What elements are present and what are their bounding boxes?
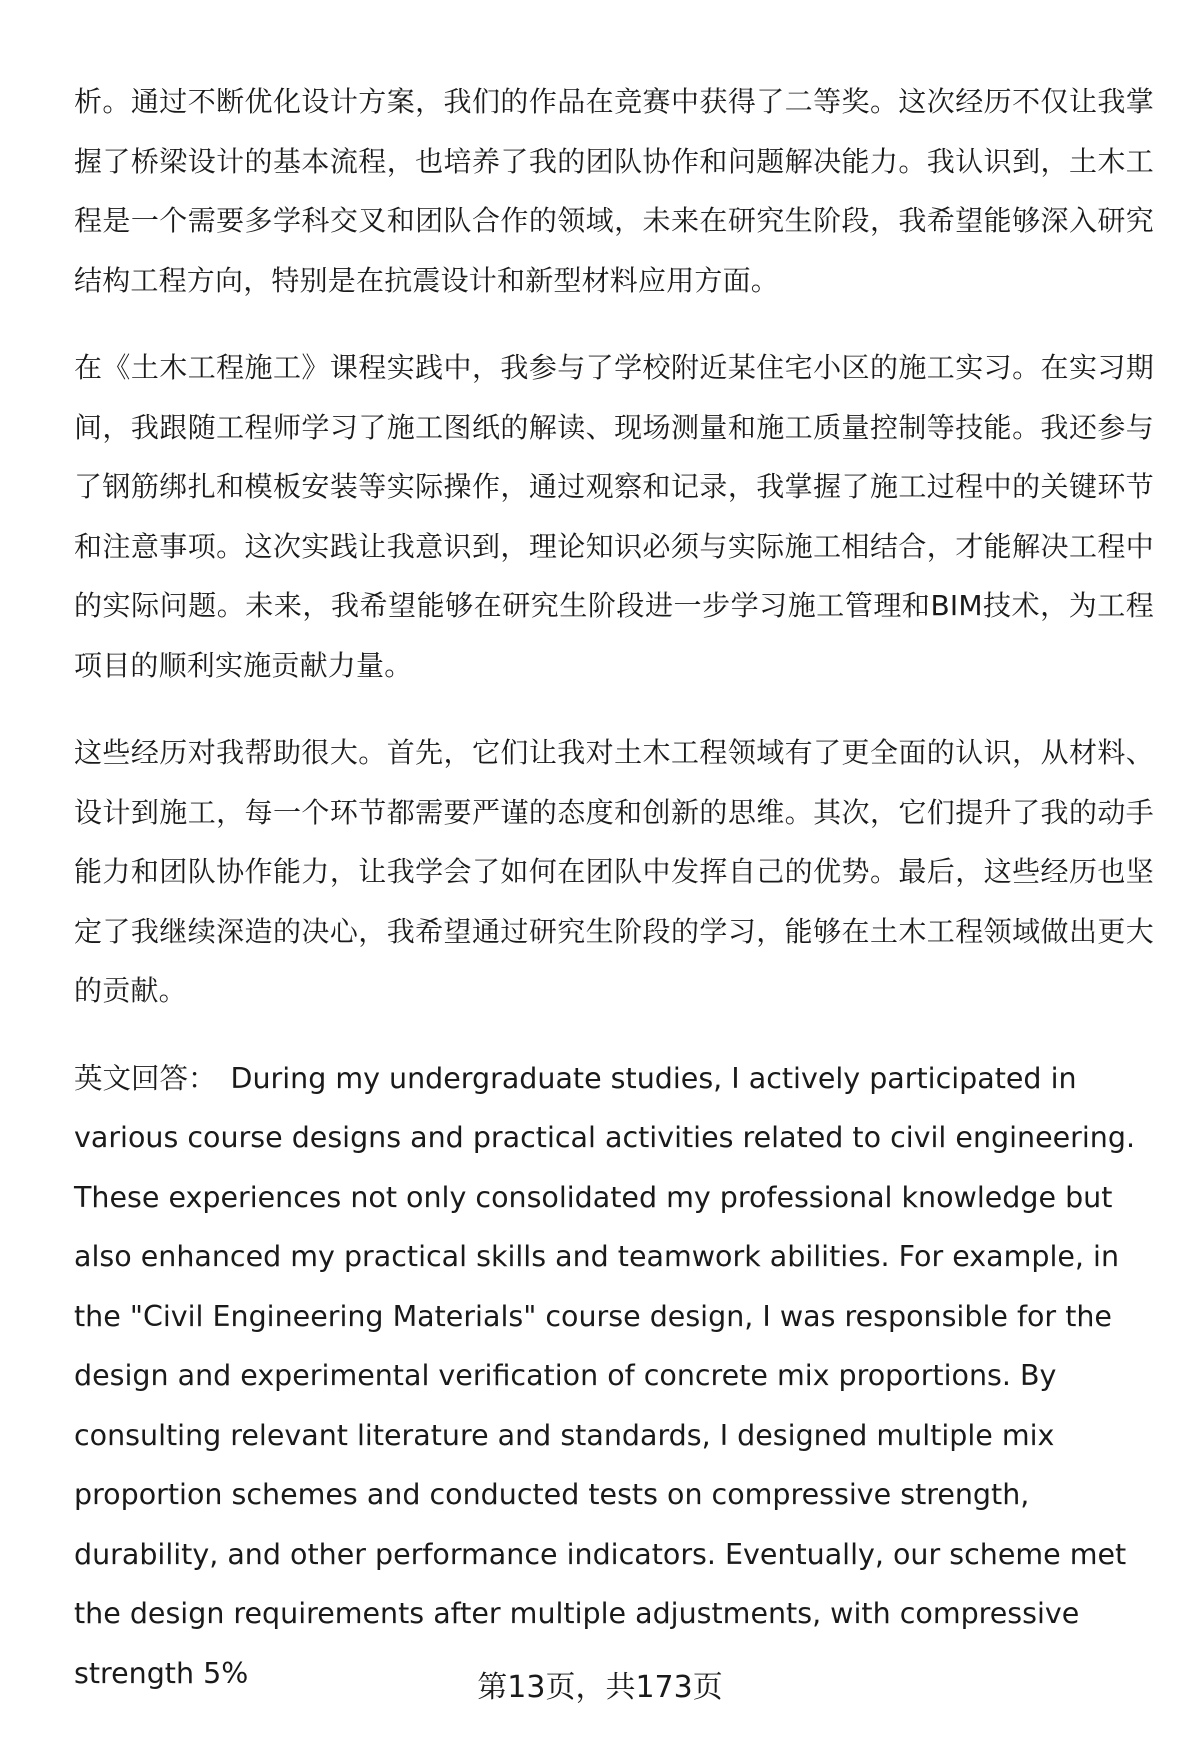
page-content [74, 72, 1154, 1731]
paragraph-3: 这些经历对我帮助很大。首先，它们让我对土木工程领域有了更全面的认识，从材料、设计到施工，每一个环节都需要严谨的态度和创新的思维。其次，它们提升了我的动手能力和团队协作能力，让我学会了如何在团队中发挥自己的优势。最后，这些经历也坚定了我继续深造的决心，我希望通过研究生阶段的学习，能够在土木工程领域做出更大的贡献。 [74, 736, 1154, 1007]
english-answer-label: 英文回答： [74, 1061, 217, 1095]
paragraph-1: 析。通过不断优化设计方案，我们的作品在竞赛中获得了二等奖。这次经历不仅让我掌握了桥梁设计的基本流程，也培养了我的团队协作和问题解决能力。我认识到，土木工程是一个需要多学科交叉和团队合作的领域，未来在研究生阶段，我希望能够深入研究结构工程方向，特别是在抗震设计和新型材料应用方面。 [74, 85, 1154, 297]
english-answer-text: During my undergraduate studies, I actively participated in various course designs and practical activities related to civil engineering. These experiences not only consolidated my professional knowledge but also enhanced my practical skills and teamwork abilities. For example, in the "Civil Engineering Materials" course design, I was responsible for the design and experimental verification of concrete mix proportions. By consulting relevant literature and standards, I designed multiple mix proportion schemes and conducted tests on compressive strength, durability, and other performance indicators. Eventually, our scheme met the design requirements after multiple adjustments, with compressive strength 5% [74, 1061, 1135, 1690]
english-answer-paragraph [74, 1049, 1154, 1704]
paragraph-2: 在《土木工程施工》课程实践中，我参与了学校附近某住宅小区的施工实习。在实习期间，我跟随工程师学习了施工图纸的解读、现场测量和施工质量控制等技能。我还参与了钢筋绑扎和模板安装等实际操作，通过观察和记录，我掌握了施工过程中的关键环节和注意事项。这次实践让我意识到，理论知识必须与实际施工相结合，才能解决工程中的实际问题。未来，我希望能够在研究生阶段进一步学习施工管理和BIM技术，为工程项目的顺利实施贡献力量。 [74, 351, 1154, 682]
page-number-footer: 第13页，共173页 [477, 1670, 723, 1705]
